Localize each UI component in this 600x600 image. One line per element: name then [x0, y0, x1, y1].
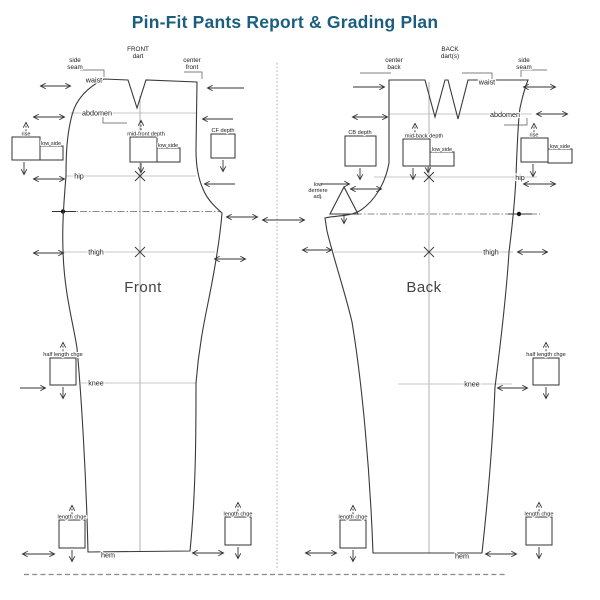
front-mid-low-side-box	[157, 148, 180, 162]
back-thigh-label: thigh	[483, 247, 499, 257]
back-side-seam-label-line2: seam	[516, 64, 532, 71]
front-center-front-label-line2: front	[185, 64, 199, 71]
front-side-seam-label-line2: seam	[67, 64, 83, 71]
front-rise-low-side-label: low side	[40, 141, 62, 147]
back-side-seam-leader	[521, 70, 547, 77]
back-center-back-label-line1: center	[385, 57, 403, 64]
back-half-length-chge-label: half length chge	[526, 352, 566, 358]
back-hip-label: hip	[515, 173, 525, 182]
front-mid-low-side-label: low side	[157, 143, 179, 149]
front-length-chge-right-box	[225, 517, 251, 545]
low-derriere-adj-label-line2: derriere	[308, 188, 328, 194]
back-piece-title: Back	[406, 279, 442, 296]
front-thigh-label: thigh	[88, 247, 104, 257]
front-rise-low-side-box	[40, 146, 63, 160]
front-knee-label: knee	[88, 378, 104, 388]
back-side-seam-dot	[517, 212, 521, 216]
back-abdomen-label: abdomen	[490, 110, 520, 119]
back-darts-label-line2: dart(s)	[440, 53, 460, 60]
front-waist-label: waist	[85, 75, 103, 85]
front-side-seam-label-line1: side	[69, 57, 81, 64]
back-length-chge-right-label: length chge	[524, 511, 554, 518]
back-rise-label: rise	[529, 132, 539, 139]
front-half-length-chge-label: half length chge	[43, 352, 83, 358]
back-mid-back-depth-label: mid-back depth	[404, 133, 444, 140]
back-rise-low-side-box	[548, 149, 572, 163]
front-rise-label: rise	[21, 131, 31, 138]
back-piece	[308, 46, 547, 561]
back-side-seam-label-line1: side	[518, 57, 530, 64]
front-piece-title: Front	[124, 279, 162, 296]
low-derriere-adj-label-line3: adj.	[313, 194, 323, 200]
back-mid-back-depth-box	[403, 139, 430, 166]
back-mid-low-side-box	[430, 152, 454, 166]
page-title: Pin-Fit Pants Report & Grading Plan	[131, 12, 439, 32]
front-grading-annotations	[12, 86, 257, 561]
back-cb-depth-label: CB depth	[348, 130, 372, 136]
back-length-chge-right-box	[526, 517, 552, 545]
back-length-chge-left-box	[340, 520, 366, 548]
front-center-front-label-line1: center	[183, 57, 201, 64]
front-hem-label: hem	[101, 550, 115, 560]
back-center-back-label-line2: back	[387, 64, 401, 71]
back-rise-box	[521, 138, 548, 162]
front-dart-label-line1: FRONT	[127, 46, 149, 53]
front-length-chge-right-label: length chge	[223, 511, 253, 518]
back-hem-label: hem	[455, 551, 469, 561]
front-center-front-leader	[184, 72, 202, 79]
back-cb-depth-box	[345, 136, 376, 166]
front-abdomen-bracket	[103, 117, 127, 123]
front-mid-front-depth-label: mid-front depth	[127, 131, 165, 138]
back-length-chge-left-label: length chge	[338, 514, 368, 521]
front-length-chge-left-box	[59, 520, 85, 548]
low-derriere-adj-label-line1: low	[313, 182, 323, 188]
back-darts-label-line1: BACK	[441, 46, 459, 53]
front-cf-depth-box	[211, 134, 235, 158]
front-piece	[52, 46, 222, 560]
front-mid-front-depth-box	[130, 137, 157, 162]
front-cf-depth-label: CF depth	[211, 128, 235, 134]
back-grading-annotations	[263, 87, 572, 561]
back-abdomen-bracket	[504, 118, 527, 125]
back-knee-label: knee	[464, 379, 480, 389]
front-length-chge-left-label: length chge	[57, 514, 87, 521]
back-rise-low-side-label: low side	[549, 144, 571, 150]
back-waist-label: waist	[478, 77, 496, 87]
back-half-length-chge-box	[533, 358, 559, 385]
front-dart-label-line2: dart	[132, 53, 144, 60]
low-derriere-triangle	[330, 187, 358, 214]
front-rise-box	[12, 137, 40, 160]
front-half-length-chge-box	[50, 358, 76, 385]
back-mid-low-side-label: low side	[431, 147, 453, 153]
front-abdomen-label: abdomen	[82, 108, 112, 118]
front-hip-label: hip	[74, 171, 84, 181]
